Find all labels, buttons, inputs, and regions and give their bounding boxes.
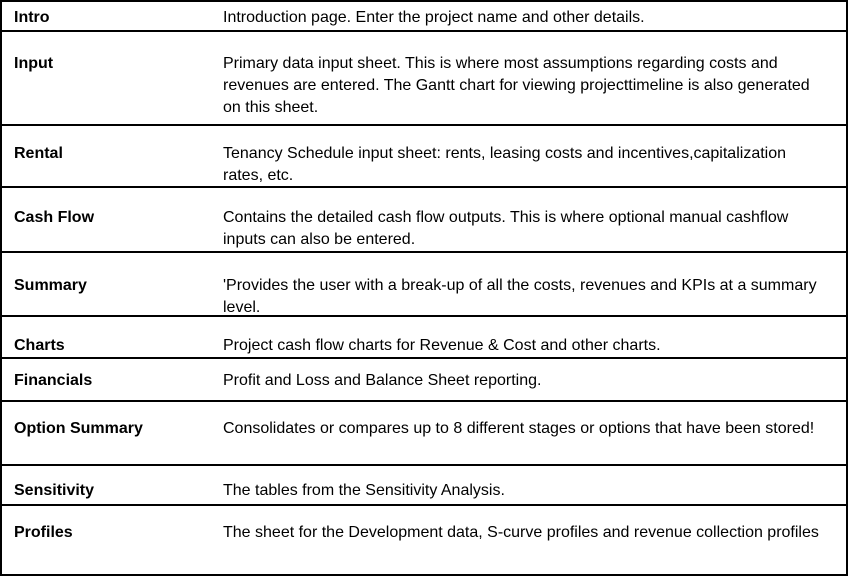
- sheet-name-cell: Input: [14, 55, 54, 72]
- sheet-description-cell: The sheet for the Development data, S-curve profiles and revenue collection profiles: [223, 524, 819, 541]
- sheet-name-cell: Sensitivity: [14, 482, 95, 499]
- sheet-name-cell: Charts: [14, 337, 65, 354]
- sheet-name-cell: Intro: [14, 9, 50, 26]
- sheet-name-cell: Profiles: [14, 524, 73, 541]
- sheet-description-cell: The tables from the Sensitivity Analysis.: [223, 482, 505, 499]
- sheet-description-cell: Contains the detailed cash flow outputs. This is where optional manual cashflow inputs can also be entered.: [223, 209, 789, 248]
- sheet-name-cell: Financials: [14, 372, 93, 389]
- sheet-name-cell: Cash Flow: [14, 209, 95, 226]
- sheet-description-cell: Tenancy Schedule input sheet: rents, leasing costs and incentives,capitalization rates, etc.: [223, 145, 787, 184]
- table-row: [2, 506, 846, 574]
- sheet-description-cell: Primary data input sheet. This is where most assumptions regarding costs and revenues are entered. The Gantt chart for viewing projecttimeline is also generated on this sheet.: [223, 55, 810, 116]
- table-row: [2, 126, 846, 188]
- sheet-description-cell: Project cash flow charts for Revenue & Cost and other charts.: [223, 337, 661, 354]
- sheet-description-cell: Consolidates or compares up to 8 different stages or options that have been stored!: [223, 420, 815, 437]
- sheet-name-cell: Summary: [14, 277, 87, 294]
- table-row: [2, 466, 846, 506]
- sheet-description-cell: Profit and Loss and Balance Sheet reporting.: [223, 372, 542, 389]
- table-row: [2, 402, 846, 466]
- sheet-description-cell: Introduction page. Enter the project name and other details.: [223, 9, 645, 26]
- table-row: [2, 317, 846, 359]
- table-row: [2, 2, 846, 32]
- sheet-name-cell: Rental: [14, 145, 63, 162]
- sheet-description-cell: 'Provides the user with a break-up of all the costs, revenues and KPIs at a summary level.: [223, 277, 817, 316]
- table-row: [2, 188, 846, 253]
- table-row: [2, 32, 846, 126]
- table-row: [2, 359, 846, 402]
- table-row: [2, 253, 846, 317]
- sheet-name-cell: Option Summary: [14, 420, 143, 437]
